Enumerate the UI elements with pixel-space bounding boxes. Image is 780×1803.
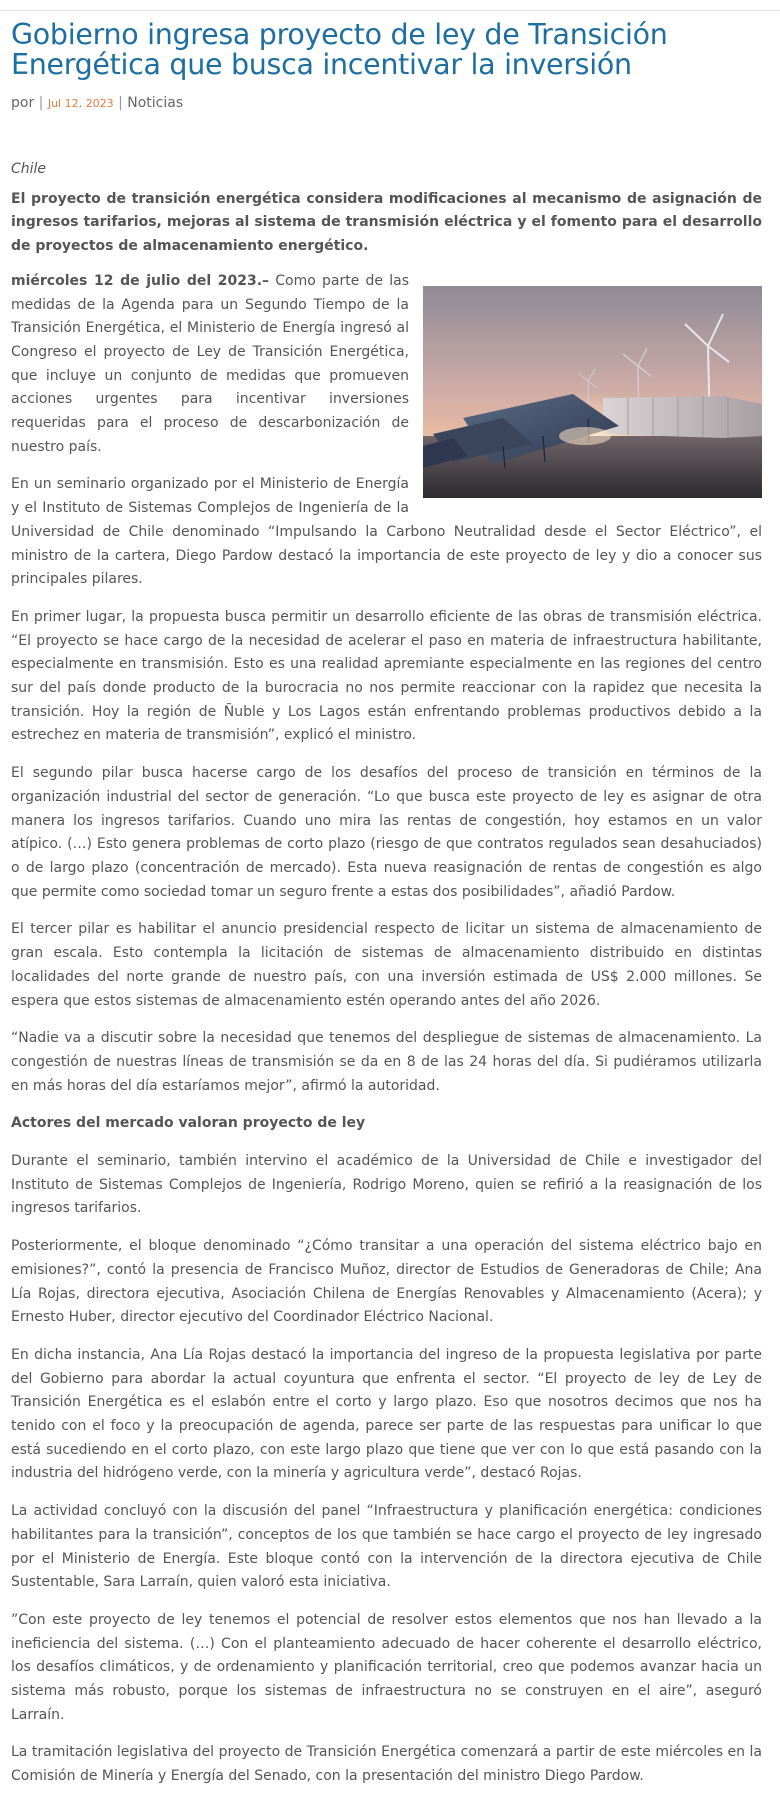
category-link[interactable]: Noticias	[127, 95, 184, 111]
paragraph-text: Como parte de las medidas de la Agenda para un Segundo Tiempo de la Transición Energética, el Ministerio de Energía ingresó al Congreso el proyecto de Ley de Transición Energética, que incluye un conjunto de medidas que promueven acciones urgentes para incentivar inversiones requeridas para el proceso de descarbonización de nuestro país.	[11, 272, 409, 455]
country-label: Chile	[11, 161, 47, 177]
section-subheading: Actores del mercado valoran proyecto de ley	[11, 1115, 366, 1132]
dateline: miércoles 12 de julio del 2023.–	[11, 272, 270, 289]
paragraph: La actividad concluyó con la discusión del panel “Infraestructura y planificación energética: condiciones habilitantes para la transición”, conceptos de los que también se hace cargo el proyecto de ley ingresado por el Ministerio de Energía. Este bloque contó con la intervención de la directora ejecutiva de Chile Sustentable, Sara Larraín, quien valoró esta iniciativa.	[11, 1503, 762, 1591]
paragraph: En un seminario organizado por el Ministerio de Energía y el Instituto de Sistemas Complejos de Ingeniería de la Universidad de Chile denominado “Impulsando la Carbono Neutralidad desde el Sector Eléctrico”, el ministro de la cartera, Diego Pardow destacó la importancia de este proyecto de ley y dio a conocer sus principales pilares.	[11, 476, 762, 588]
paragraph: “Nadie va a discutir sobre la necesidad que tenemos del despliegue de sistemas de almacenamiento. La congestión de nuestras líneas de transmisión se da en 8 de las 24 horas del día. Si pudiéramos utilizarla en más horas del día estaríamos mejor”, afirmó la autoridad.	[11, 1030, 762, 1094]
top-divider	[0, 10, 780, 11]
paragraph: En primer lugar, la propuesta busca permitir un desarrollo eficiente de las obras de transmisión eléctrica. “El proyecto se hace cargo de la necesidad de acelerar el paso en materia de infraestructura habilitante, especialmente en transmisión. Esto es una realidad apremiante especialmente en las regiones del centro sur del país donde producto de la burocracia no nos permite reaccionar con la rapidez que necesita la transición. Hoy la región de Ñuble y Los Lagos están enfrentando problemas productivos debido a la estrechez en materia de transmisión”, explicó el ministro.	[11, 608, 762, 744]
paragraph: La tramitación legislativa del proyecto de Transición Energética comenzará a partir de este miércoles en la Comisión de Minería y Energía del Senado, con la presentación del ministro Diego Pardow.	[11, 1744, 762, 1785]
paragraph: ”Con este proyecto de ley tenemos el potencial de resolver estos elementos que nos han llevado a la ineficiencia del sistema. (…) Con el planteamiento adecuado de hacer coherente el desarrollo eléctrico, los desafíos climáticos, y de ordenamiento y planificación territorial, creo que podemos avanzar hacia un sistema más robusto, porque los sistemas de infraestructura no se construyen en el aire”, aseguró Larraín.	[11, 1611, 762, 1723]
article-body	[11, 158, 762, 1789]
paragraph: Posteriormente, el bloque denominado “¿Cómo transitar a una operación del sistema eléctrico bajo en emisiones?”, contó la presencia de Francisco Muñoz, director de Estudios de Generadoras de Chile; Ana Lía Rojas, directora ejecutiva, Asociación Chilena de Energías Renovables y Almacenamiento (Acera); y Ernesto Huber, director ejecutivo del Coordinador Eléctrico Nacional.	[11, 1238, 762, 1326]
paragraph: En dicha instancia, Ana Lía Rojas destacó la importancia del ingreso de la propuesta legislativa por parte del Gobierno para abordar la actual coyuntura que enfrenta el sector. “El proyecto de ley de Ley de Transición Energética es el eslabón entre el corto y largo plazo. Eso que nosotros decimos que nos ha tenido con el foco y la preocupación de agenda, parece ser parte de las respuestas para unificar lo que está sucediendo en el corto plazo, con este largo plazo que tiene que ver con lo que está pasando con la industria del hidrógeno verde, con la minería y agricultura verde”, destacó Rojas.	[11, 1346, 762, 1482]
paragraph: El segundo pilar busca hacerse cargo de los desafíos del proceso de transición en términos de la organización industrial del sector de generación. “Lo que busca este proyecto de ley es asignar de otra manera los ingresos tarifarios. Cuando uno mira las rentas de congestión, hoy estamos en un valor atípico. (…) Esto genera problemas de corto plazo (riesgo de que contratos regulados sean desahuciados) o de largo plazo (concentración de mercado). Esta nueva reasignación de rentas de congestión es algo que permite como sociedad tomar un seguro frente a estas dos posibilidades”, añadió Pardow.	[11, 765, 762, 900]
solar-battery-storage-image	[423, 286, 762, 498]
article-lead: El proyecto de transición energética considera modificaciones al mecanismo de asignación de ingresos tarifarios, mejoras al sistema de transmisión eléctrica y el fomento para el desarrollo de proyectos de almacenamiento energético.	[11, 190, 762, 255]
article-meta	[11, 93, 762, 114]
paragraph: Durante el seminario, también intervino el académico de la Universidad de Chile e investigador del Instituto de Sistemas Complejos de Ingeniería, Rodrigo Moreno, quien se refirió a la reasignación de los ingresos tarifarios.	[11, 1153, 762, 1217]
author-prefix: por	[11, 95, 35, 111]
meta-separator: |	[118, 95, 123, 111]
paragraph: El tercer pilar es habilitar el anuncio presidencial respecto de licitar un sistema de almacenamiento de gran escala. Esto contempla la licitación de sistemas de almacenamiento distribuido en distintas localidades del norte grande de nuestro país, con una inversión estimada de US$ 2.000 millones. Se espera que estos sistemas de almacenamiento estén operando antes del año 2026.	[11, 921, 762, 1009]
article	[11, 20, 762, 1803]
meta-separator: |	[38, 95, 44, 111]
publish-date: Jul 12, 2023	[47, 97, 114, 110]
article-title: Gobierno ingresa proyecto de ley de Transición Energética que busca incentivar la inversión	[11, 18, 668, 81]
